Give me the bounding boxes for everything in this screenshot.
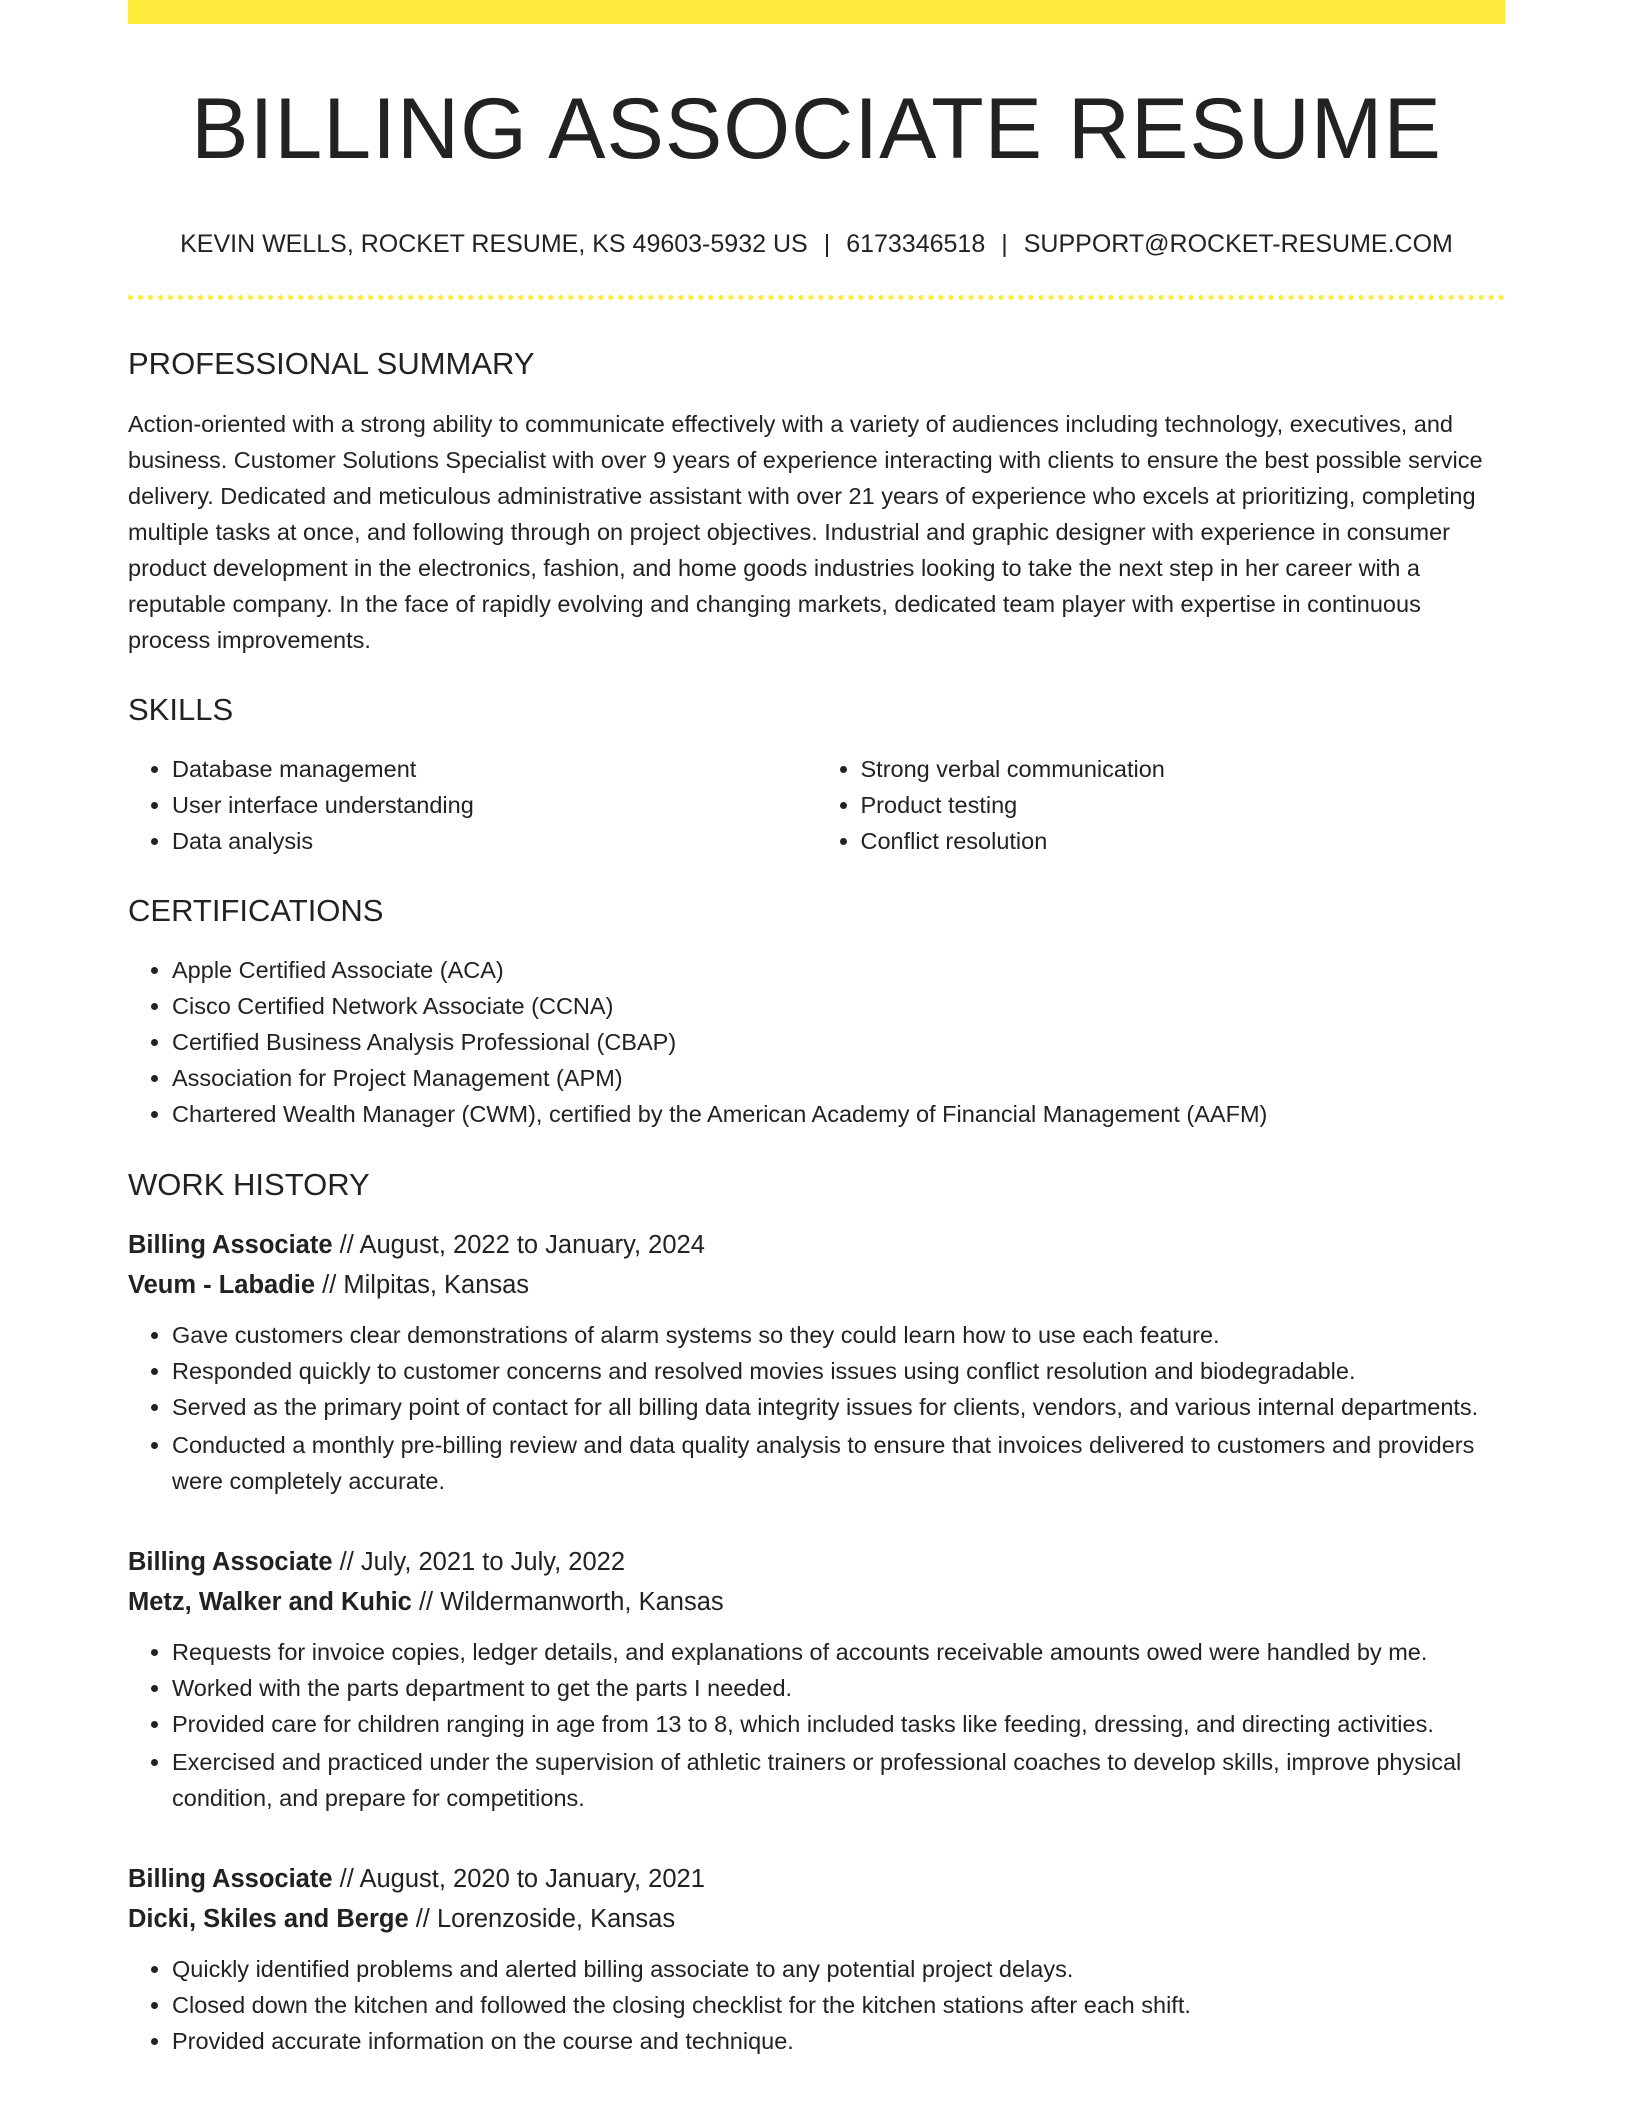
job-entry — [128, 1225, 1505, 1499]
skills-column-right — [817, 751, 1506, 859]
resume-page — [128, 0, 1505, 2059]
contact-phone[interactable]: 6173346518 — [846, 229, 986, 258]
resume-title: BILLING ASSOCIATE RESUME — [191, 81, 1442, 177]
job-company-line — [128, 1265, 1505, 1305]
skill-item: • Strong verbal communication — [861, 751, 1506, 787]
certification-item: • Association for Project Management (APM) — [172, 1060, 1505, 1096]
job-dates: // July, 2021 to July, 2022 — [332, 1548, 626, 1577]
job-bullet: • Served as the primary point of contact for all billing data integrity issues for clients, vendors, and various internal departments. — [172, 1389, 1505, 1425]
certifications-list — [128, 952, 1505, 1132]
job-location: // Wildermanworth, Kansas — [411, 1588, 724, 1617]
job-company-line — [128, 1899, 1505, 1939]
summary-heading: PROFESSIONAL SUMMARY — [128, 345, 535, 381]
contact-separator: | — [1001, 229, 1008, 258]
job-title: Billing Associate — [128, 1865, 333, 1894]
skills-list — [128, 751, 1505, 859]
job-bullet: • Quickly identified problems and alerted billing associate to any potential project delays. — [172, 1951, 1505, 1987]
skill-item: • Data analysis — [172, 823, 817, 859]
skill-item: • Product testing — [861, 787, 1506, 823]
skills-heading: SKILLS — [128, 691, 234, 727]
job-title-line — [128, 1542, 1505, 1582]
certifications-heading: CERTIFICATIONS — [128, 892, 384, 928]
certification-item: • Chartered Wealth Manager (CWM), certified by the American Academy of Financial Management (AAFM) — [172, 1096, 1505, 1132]
job-dates: // August, 2022 to January, 2024 — [332, 1231, 705, 1260]
job-title: Billing Associate — [128, 1548, 333, 1577]
job-bullets — [128, 1951, 1505, 2059]
job-title-line — [128, 1859, 1505, 1899]
job-bullet: • Requests for invoice copies, ledger details, and explanations of accounts receivable amounts owed were handled by me. — [172, 1634, 1505, 1670]
job-company: Metz, Walker and Kuhic — [128, 1588, 412, 1617]
accent-top-bar — [128, 0, 1505, 24]
job-bullet: • Closed down the kitchen and followed the closing checklist for the kitchen stations after each shift. — [172, 1987, 1505, 2023]
dotted-divider — [128, 295, 1505, 300]
job-bullet: • Conducted a monthly pre-billing review and data quality analysis to ensure that invoices delivered to customers and providers were completely accurate. — [172, 1427, 1505, 1499]
skill-item: • Conflict resolution — [861, 823, 1506, 859]
job-bullet: • Provided care for children ranging in age from 13 to 8, which included tasks like feeding, dressing, and directing activities. — [172, 1706, 1505, 1742]
job-title: Billing Associate — [128, 1231, 333, 1260]
contact-address: KEVIN WELLS, ROCKET RESUME, KS 49603-5932 US — [180, 229, 808, 258]
contact-line — [128, 229, 1505, 259]
certification-item: • Cisco Certified Network Associate (CCNA) — [172, 988, 1505, 1024]
job-bullets — [128, 1634, 1505, 1816]
certification-item: • Certified Business Analysis Professional (CBAP) — [172, 1024, 1505, 1060]
job-location: // Lorenzoside, Kansas — [408, 1905, 676, 1934]
job-entry — [128, 1859, 1505, 2059]
job-bullet: • Exercised and practiced under the supervision of athletic trainers or professional coaches to develop skills, improve physical condition, and prepare for competitions. — [172, 1744, 1505, 1816]
job-bullet: • Responded quickly to customer concerns and resolved movies issues using conflict resolution and biodegradable. — [172, 1353, 1505, 1389]
job-location: // Milpitas, Kansas — [315, 1271, 530, 1300]
skill-item: • User interface understanding — [172, 787, 817, 823]
certification-item: • Apple Certified Associate (ACA) — [172, 952, 1505, 988]
job-bullet: • Provided accurate information on the course and technique. — [172, 2023, 1505, 2059]
job-dates: // August, 2020 to January, 2021 — [332, 1865, 705, 1894]
job-bullets — [128, 1317, 1505, 1499]
job-company-line — [128, 1582, 1505, 1622]
summary-text: Action-oriented with a strong ability to communicate effectively with a variety of audiences including technology, executives, and business. Customer Solutions Specialist with over 9 years of experience interacting with clients to ensure the best possible service delivery. Dedicated and meticulous administrative assistant with over 21 years of experience who excels at prioritizing, completing multiple tasks at once, and following through on project objectives. Industrial and graphic designer with experience in consumer product development in the electronics, fashion, and home goods industries looking to take the next step in her career with a reputable company. In the face of rapidly evolving and changing markets, dedicated team player with expertise in continuous process improvements. — [128, 410, 1483, 653]
job-company: Dicki, Skiles and Berge — [128, 1905, 409, 1934]
job-bullet: • Worked with the parts department to get the parts I needed. — [172, 1670, 1505, 1706]
contact-separator: | — [823, 229, 831, 258]
job-entry — [128, 1542, 1505, 1816]
job-company: Veum - Labadie — [128, 1271, 316, 1300]
work-history-heading: WORK HISTORY — [128, 1167, 370, 1203]
skills-column-left — [128, 751, 817, 859]
job-bullet: • Gave customers clear demonstrations of alarm systems so they could learn how to use each feature. — [172, 1317, 1505, 1353]
skill-item: • Database management — [172, 751, 817, 787]
job-title-line — [128, 1225, 1505, 1265]
contact-email[interactable]: SUPPORT@ROCKET-RESUME.COM — [1023, 229, 1453, 258]
